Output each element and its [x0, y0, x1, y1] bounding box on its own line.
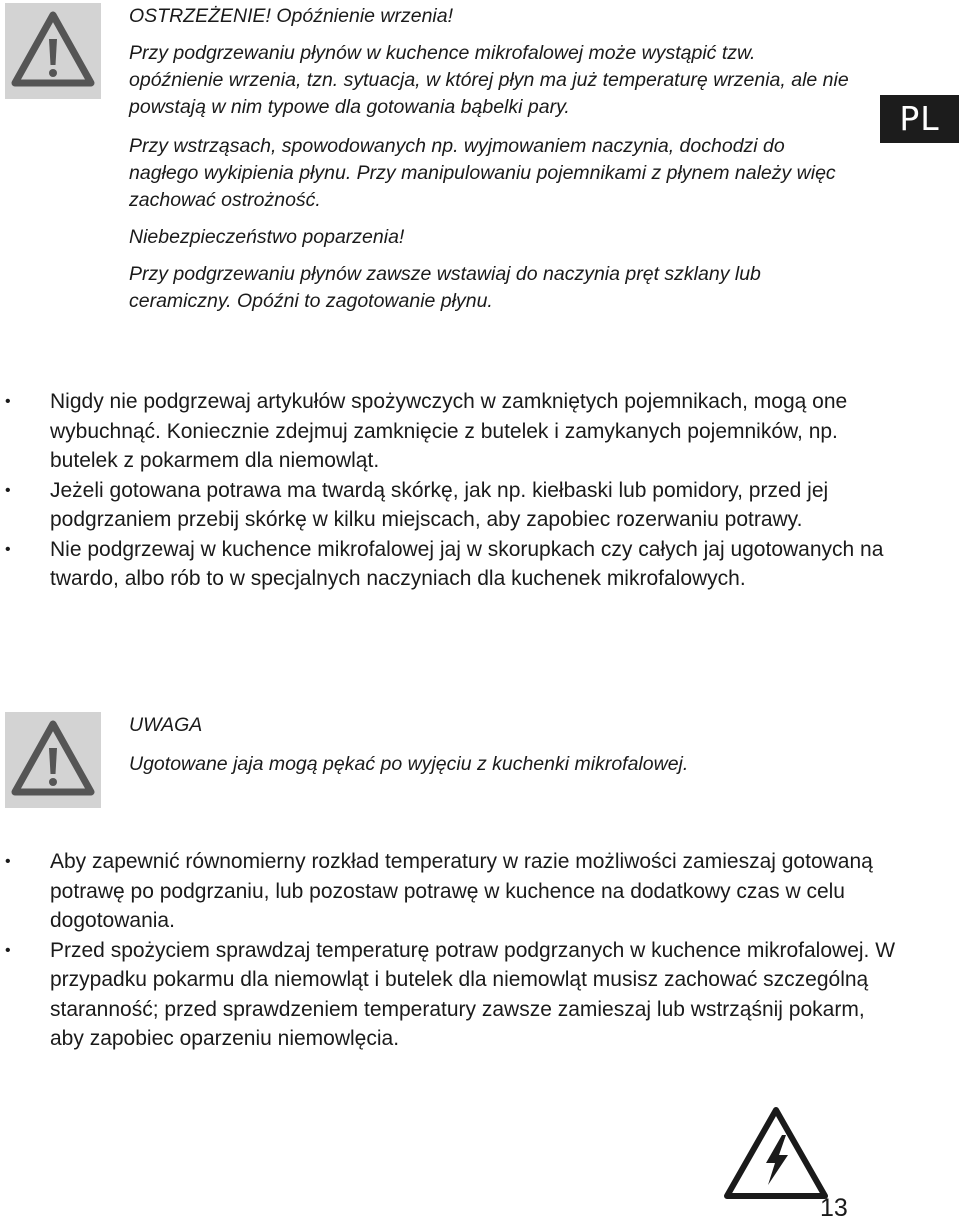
list-item-text: Nigdy nie podgrzewaj artykułów spożywczych w zamkniętych pojemnikach, mogą one wybuchnąć. Koniecznie zdejmuj zamknięcie z butelek i zamykanych pojemników, np. butelek z pokarmem dla niemowląt. — [50, 390, 848, 472]
warning-paragraph: Przy podgrzewaniu płynów zawsze wstawiaj do naczynia pręt szklany lub ceramiczny. Opóźni to zagotowanie płynu. — [129, 263, 761, 312]
list-item — [0, 847, 900, 936]
list-item-text: Aby zapewnić równomierny rozkład temperatury w razie możliwości zamieszaj gotowaną potrawę po podgrzaniu, lub pozostaw potrawę w kuchence na dodatkowy czas w celu dogotowania. — [50, 850, 873, 932]
bullet-icon: • — [5, 853, 11, 870]
warning-exclamation-icon — [5, 712, 101, 808]
warning-icon-box — [5, 712, 101, 808]
list-item — [0, 535, 900, 594]
warning-paragraph: Przy podgrzewaniu płynów w kuchence mikrofalowej może wystąpić tzw. opóźnienie wrzenia, tzn. sytuacja, w której płyn ma już temperaturę wrzenia, ale nie powstają w nim typowe dla gotowania bąbelki pary. — [129, 42, 849, 118]
list-item-text: Jeżeli gotowana potrawa ma twardą skórkę, jak np. kiełbaski lub pomidory, przed jej podgrzaniem przebij skórkę w kilku miejscach, aby zapobiec rozerwaniu potrawy. — [50, 478, 829, 531]
warning-icon-box — [5, 3, 101, 99]
safety-list — [0, 387, 900, 594]
page-number: 13 — [820, 1194, 848, 1222]
warning-block — [129, 3, 849, 315]
high-voltage-icon — [722, 1105, 830, 1201]
bullet-icon: • — [5, 393, 11, 410]
danger-heading: Niebezpieczeństwo poparzenia! — [129, 226, 405, 248]
list-item-text: Przed spożyciem sprawdzaj temperaturę potraw podgrzanych w kuchence mikrofalowej. W przypadku pokarmu dla niemowląt i butelek dla niemowląt musisz zachować szczególną staranność; przed sprawdzeniem temperatury zawsze zamieszaj lub wstrząśnij pokarm, aby zapobiec oparzeniu niemowlęcia. — [50, 938, 896, 1050]
safety-list — [0, 847, 900, 1054]
list-item-text: Nie podgrzewaj w kuchence mikrofalowej jaj w skorupkach czy całych jaj ugotowanych na twardo, albo rób to w specjalnych naczyniach dla kuchenek mikrofalowych. — [50, 537, 884, 590]
warning-exclamation-icon — [5, 3, 101, 99]
bullet-icon: • — [5, 941, 11, 959]
list-item — [0, 476, 900, 535]
language-badge: PL — [880, 95, 959, 143]
warning-title: OSTRZEŻENIE! Opóźnienie wrzenia! — [129, 5, 454, 27]
list-item — [0, 936, 900, 1054]
caution-text: Ugotowane jaja mogą pękać po wyjęciu z kuchenki mikrofalowej. — [129, 753, 689, 775]
bullet-icon: • — [5, 481, 11, 499]
bullet-icon: • — [5, 540, 11, 558]
list-item — [0, 387, 900, 476]
caution-block — [129, 712, 849, 778]
warning-paragraph: Przy wstrząsach, spowodowanych np. wyjmowaniem naczynia, dochodzi do nagłego wykipienia płynu. Przy manipulowaniu pojemnikami z płynem należy więc zachować ostrożność. — [129, 135, 836, 211]
caution-title: UWAGA — [129, 714, 203, 736]
